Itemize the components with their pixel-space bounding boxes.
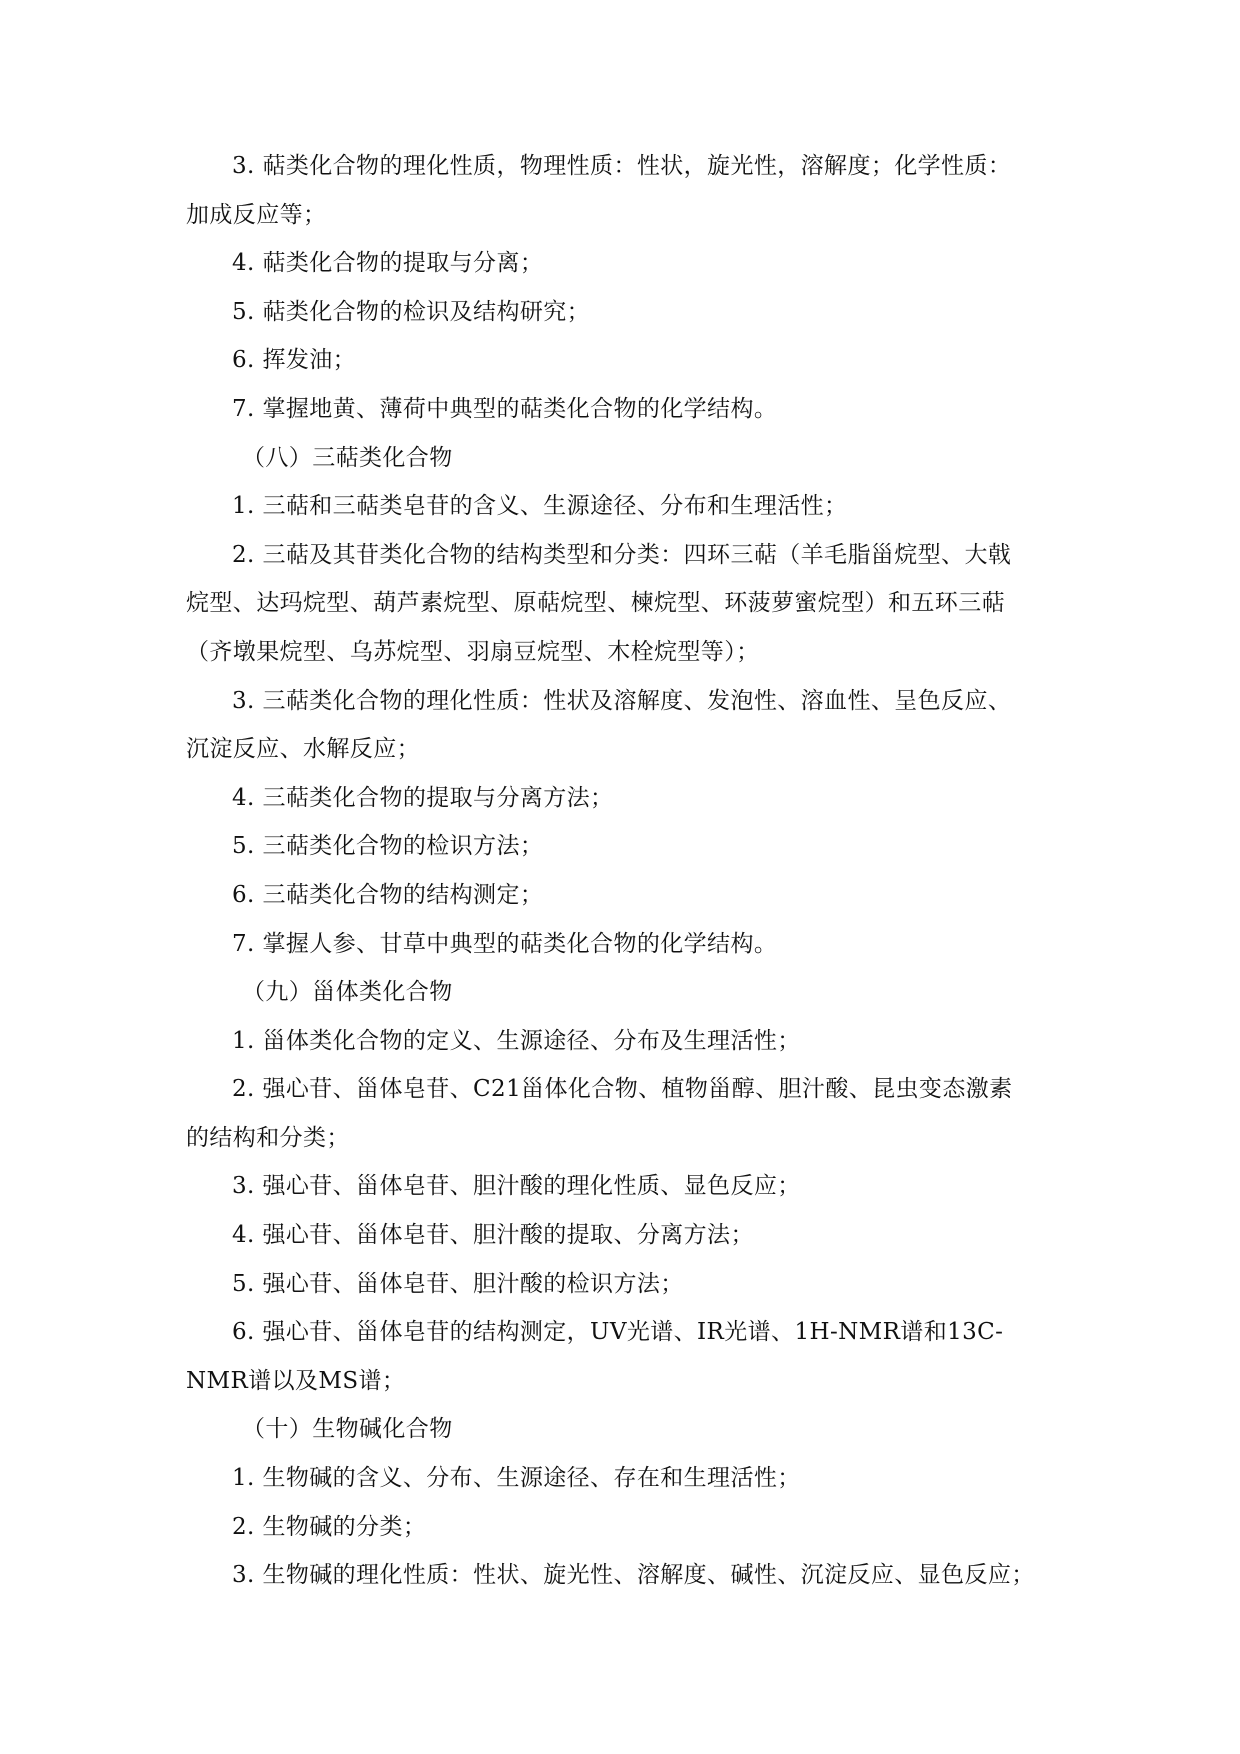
- text-line: 2. 三萜及其苷类化合物的结构类型和分类：四环三萜（羊毛脂甾烷型、大戟: [232, 541, 1012, 568]
- section-heading: （八）三萜类化合物: [242, 444, 453, 471]
- text-line: 7. 掌握人参、甘草中典型的萜类化合物的化学结构。: [232, 930, 778, 957]
- text-line: 4. 三萜类化合物的提取与分离方法；: [232, 784, 614, 811]
- document-body: [186, 142, 1066, 1600]
- text-line: 6. 挥发油；: [232, 347, 357, 374]
- text-line: 烷型、达玛烷型、葫芦素烷型、原萜烷型、楝烷型、环菠萝蜜烷型）和五环三萜: [186, 590, 1005, 617]
- text-line: 1. 甾体类化合物的定义、生源途径、分布及生理活性；: [232, 1027, 801, 1054]
- text-line: 1. 三萜和三萜类皂苷的含义、生源途径、分布和生理活性；: [232, 493, 848, 520]
- text-line: 5. 强心苷、甾体皂苷、胆汁酸的检识方法；: [232, 1270, 684, 1297]
- text-line: 4. 强心苷、甾体皂苷、胆汁酸的提取、分离方法；: [232, 1222, 754, 1249]
- text-line: 加成反应等；: [186, 201, 327, 228]
- text-line: 3. 三萜类化合物的理化性质：性状及溶解度、发泡性、溶血性、呈色反应、: [232, 687, 1012, 714]
- text-line: 4. 萜类化合物的提取与分离；: [232, 250, 544, 277]
- text-line: 7. 掌握地黄、薄荷中典型的萜类化合物的化学结构。: [232, 395, 778, 422]
- text-line: 5. 三萜类化合物的检识方法；: [232, 833, 544, 860]
- text-line: 的结构和分类；: [186, 1124, 350, 1151]
- section-heading: （九）甾体类化合物: [242, 979, 453, 1006]
- text-line: NMR谱以及MS谱；: [186, 1367, 406, 1394]
- text-line: 3. 强心苷、甾体皂苷、胆汁酸的理化性质、显色反应；: [232, 1173, 801, 1200]
- text-line: （齐墩果烷型、乌苏烷型、羽扇豆烷型、木栓烷型等）；: [186, 638, 760, 665]
- text-line: 5. 萜类化合物的检识及结构研究；: [232, 298, 591, 325]
- text-line: 沉淀反应、水解反应；: [186, 736, 420, 763]
- text-line: 2. 强心苷、甾体皂苷、C21甾体化合物、植物甾醇、胆汁酸、昆虫变态激素: [232, 1076, 1013, 1103]
- text-line: 2. 生物碱的分类；: [232, 1513, 427, 1540]
- section-heading: （十）生物碱化合物: [242, 1416, 453, 1443]
- text-line: 6. 强心苷、甾体皂苷的结构测定，UV光谱、IR光谱、1H-NMR谱和13C-: [232, 1319, 1004, 1346]
- text-line: 1. 生物碱的含义、分布、生源途径、存在和生理活性；: [232, 1465, 801, 1492]
- text-line: 3. 萜类化合物的理化性质，物理性质：性状，旋光性，溶解度；化学性质：: [232, 153, 1012, 179]
- text-line: 6. 三萜类化合物的结构测定；: [232, 881, 544, 908]
- text-line: 3. 生物碱的理化性质：性状、旋光性、溶解度、碱性、沉淀反应、显色反应；: [232, 1562, 1035, 1589]
